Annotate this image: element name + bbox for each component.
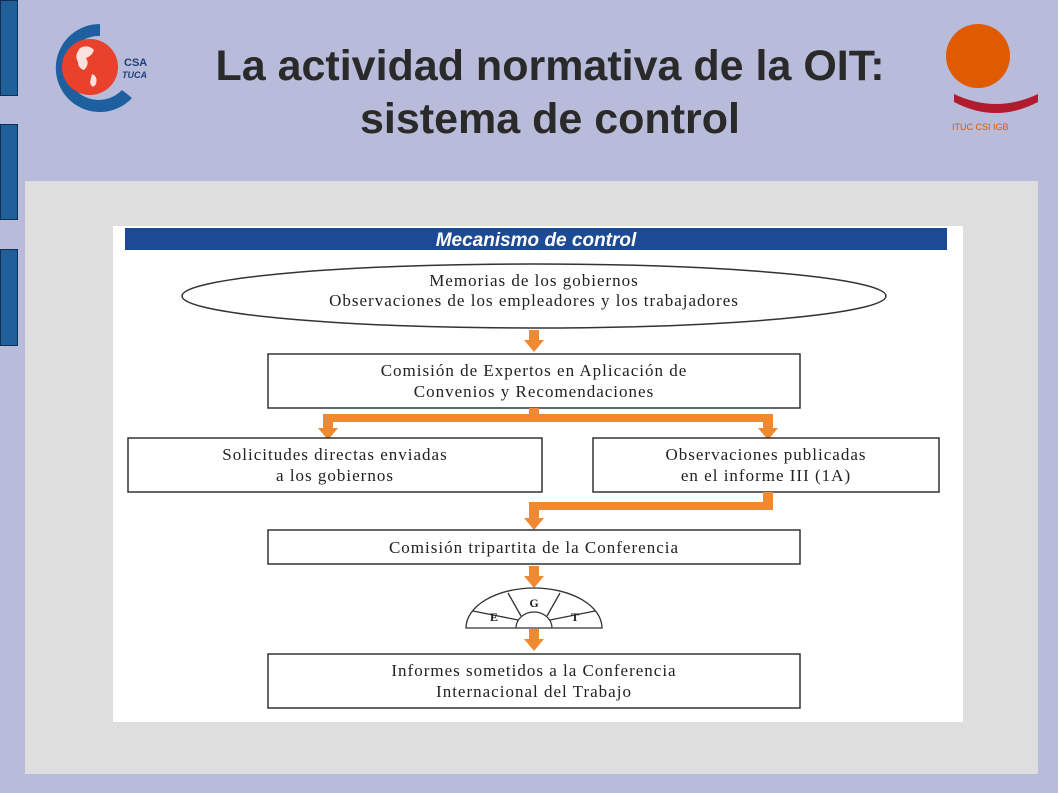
tripartite-seating-icon bbox=[466, 588, 602, 628]
ituc-text: ITUC CSI IGB bbox=[952, 122, 1009, 132]
arrow-2 bbox=[524, 508, 544, 530]
title-line-1: La actividad normativa de la OIT: bbox=[215, 42, 885, 90]
left-box-text-1: Solicitudes directas enviadas bbox=[222, 445, 448, 464]
side-tab-1[interactable] bbox=[0, 0, 18, 96]
diagram-header: Mecanismo de control bbox=[435, 230, 637, 251]
split-connector-bar bbox=[323, 414, 773, 422]
slide-title bbox=[160, 40, 940, 146]
committee-text-2: Convenios y Recomendaciones bbox=[413, 382, 655, 401]
tuca-text: TUCA bbox=[122, 70, 147, 80]
arrow-3 bbox=[524, 566, 544, 588]
ellipse-text-2: Observaciones de los empleadores y los trabajadores bbox=[329, 291, 739, 310]
tripartite-text: Comisión tripartita de la Conferencia bbox=[388, 538, 680, 557]
final-text-2: Internacional del Trabajo bbox=[436, 682, 632, 701]
left-box-text-2: a los gobiernos bbox=[276, 466, 394, 485]
arrow-1 bbox=[524, 330, 544, 352]
control-mechanism-diagram bbox=[113, 226, 963, 722]
arrow-4 bbox=[524, 629, 544, 651]
return-connector-horizontal bbox=[529, 502, 773, 510]
seat-g: G bbox=[529, 596, 539, 610]
right-box-text-1: Observaciones publicadas bbox=[665, 445, 867, 464]
csa-tuca-logo bbox=[40, 20, 152, 112]
committee-text-1: Comisión de Expertos en Aplicación de bbox=[380, 361, 688, 380]
ituc-logo bbox=[940, 18, 1044, 138]
final-text-1: Informes sometidos a la Conferencia bbox=[391, 661, 677, 680]
seat-t: T bbox=[570, 610, 580, 624]
ellipse-text-1: Memorias de los gobiernos bbox=[429, 271, 639, 290]
side-tab-3[interactable] bbox=[0, 249, 18, 346]
csa-text: CSA bbox=[124, 57, 148, 69]
seat-e: E bbox=[489, 610, 499, 624]
side-tab-2[interactable] bbox=[0, 124, 18, 220]
right-box-text-2: en el informe III (1A) bbox=[680, 466, 852, 485]
title-line-2: sistema de control bbox=[360, 95, 740, 143]
